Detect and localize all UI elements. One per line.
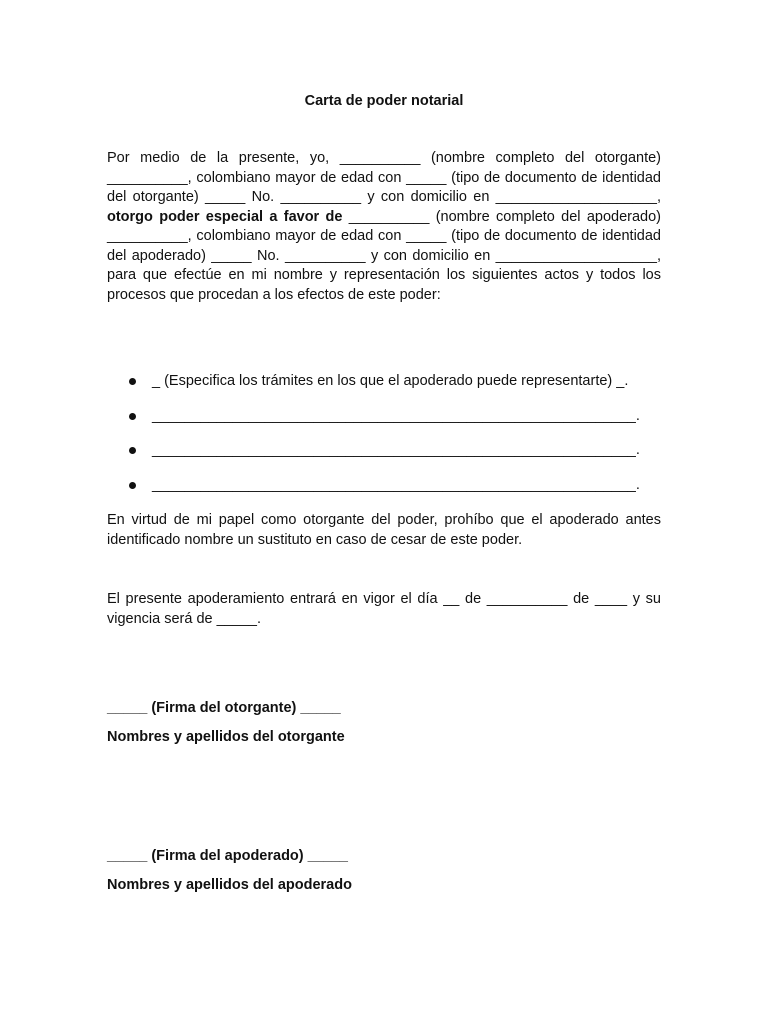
list-item [107,475,661,495]
list-item-text: ____________________________________________________________. [152,407,640,424]
list-item [107,406,661,426]
bullet-icon [129,447,136,454]
intro-paragraph [107,149,661,305]
list-item-text: ____________________________________________________________. [152,442,640,458]
list-item [107,371,661,391]
grantor-signature-line: _____ (Firma del otorgante) _____ [107,700,341,716]
bullet-icon [129,413,136,420]
validity-paragraph: El presente apoderamiento entrará en vigor el día __ de __________ de ____ y su vigencia será de _____. [107,591,661,627]
list-item [107,440,661,460]
list-item-text: _ (Especifica los trámites en los que el apoderado puede representarte) _. [152,373,629,389]
intro-text-end: __________ (nombre completo del apoderado) __________, colombiano mayor de edad con _____ (tipo de documento de identidad del apoderado) _____ No. __________ y con domicilio en ____________________, para que efectúe en mi nombre y representación los siguientes actos y todos los procesos que procedan a los efectos de este poder: [107,208,662,303]
intro-text-start: Por medio de la presente, yo, __________ (nombre completo del otorgante) __________, colombiano mayor de edad con _____ (tipo de documento de identidad del otorgante) _____ No. __________ y con domicilio en ____________________, [107,150,661,205]
bullet-icon [129,482,136,489]
acts-list [107,371,661,509]
attorney-name-label: Nombres y apellidos del apoderado [107,877,352,893]
intro-bold-phrase: otorgo poder especial a favor de [107,208,343,225]
bullet-icon [129,378,136,385]
list-item-text: ____________________________________________________________. [152,476,640,493]
grantor-name-label: Nombres y apellidos del otorgante [107,729,345,745]
document-title: Carta de poder notarial [304,93,464,109]
prohibition-paragraph: En virtud de mi papel como otorgante del poder, prohíbo que el apoderado antes identificado nombre un sustituto en caso de cesar de este poder. [107,512,661,548]
attorney-signature-line: _____ (Firma del apoderado) _____ [107,848,348,864]
